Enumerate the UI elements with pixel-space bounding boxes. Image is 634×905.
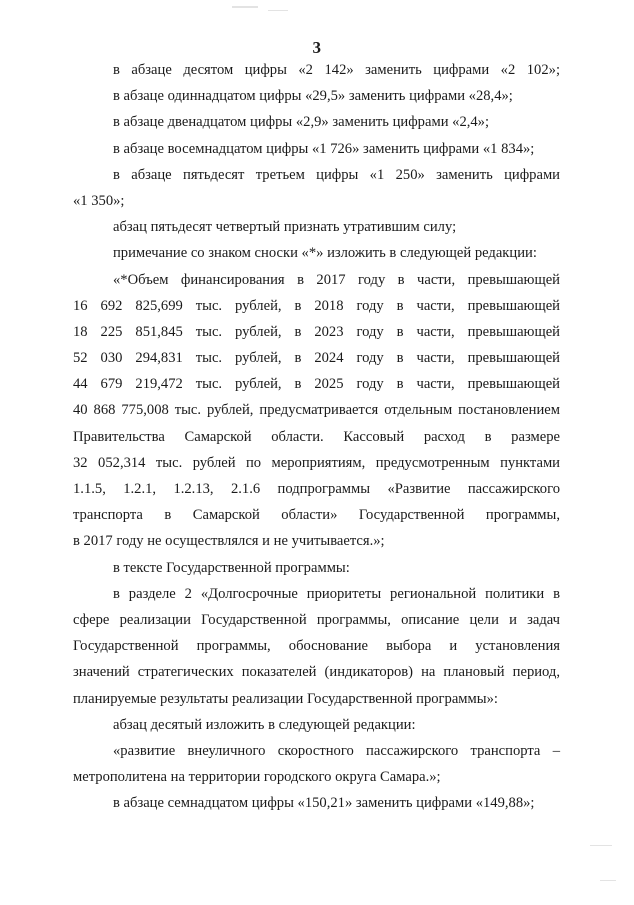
page-number: 3	[312, 38, 322, 57]
text-line: в абзаце одиннадцатом цифры «29,5» заменить цифрами «28,4»;	[113, 88, 513, 105]
text-line: примечание со знаком сноски «*» изложить в следующей редакции:	[113, 245, 537, 262]
text-line: в абзаце восемнадцатом цифры «1 726» заменить цифрами «1 834»;	[113, 140, 535, 157]
text-line: в 2017 году не осуществлялся и не учитывается.»;	[73, 533, 385, 550]
text-line: абзац пятьдесят четвертый признать утратившим силу;	[113, 219, 457, 236]
text-line: 1.1.5, 1.2.1, 1.2.13, 2.1.6 подпрограммы «Развитие пассажирского	[73, 481, 560, 497]
text-line: в абзаце десятом цифры «2 142» заменить цифрами «2 102»;	[113, 62, 560, 78]
text-line: 16 692 825,699 тыс. рублей, в 2018 году в части, превышающей	[73, 297, 560, 314]
text-line: Правительства Самарской области. Кассовый расход в размере	[73, 428, 560, 445]
scan-artifact	[590, 845, 612, 846]
text-line: Государственной программы, обоснование выбора и установления	[73, 638, 560, 655]
text-line: 52 030 294,831 тыс. рублей, в 2024 году в части, превышающей	[73, 350, 560, 367]
text-line: в абзаце семнадцатом цифры «150,21» заменить цифрами «149,88»;	[113, 795, 535, 812]
text-line: планируемые результаты реализации Государственной программы»:	[73, 690, 498, 707]
scan-artifact	[232, 6, 258, 8]
text-line: в абзаце пятьдесят третьем цифры «1 250» заменить цифрами	[113, 166, 560, 183]
text-line: 18 225 851,845 тыс. рублей, в 2023 году в части, превышающей	[73, 323, 560, 340]
text-line: «развитие внеуличного скоростного пассажирского транспорта –	[113, 742, 560, 759]
scan-artifact	[268, 10, 288, 11]
text-line: метрополитена на территории городского округа Самара.»;	[73, 769, 441, 786]
text-line: 40 868 775,008 тыс. рублей, предусматривается отдельным постановлением	[73, 402, 560, 419]
text-line: «1 350»;	[73, 192, 125, 209]
text-line: сфере реализации Государственной программы, описание цели и задач	[73, 611, 560, 628]
scan-artifact	[600, 880, 616, 881]
text-line: 32 052,314 тыс. рублей по мероприятиям, предусмотренным пунктами	[73, 454, 560, 471]
document-body	[73, 57, 560, 816]
text-line: 44 679 219,472 тыс. рублей, в 2025 году в части, превышающей	[73, 376, 560, 393]
text-line: абзац десятый изложить в следующей редакции:	[113, 716, 416, 733]
text-line: «*Объем финансирования в 2017 году в части, превышающей	[113, 271, 560, 288]
text-line: в разделе 2 «Долгосрочные приоритеты региональной политики в	[113, 585, 560, 602]
text-line: значений стратегических показателей (индикаторов) на плановый период,	[73, 664, 560, 681]
text-line: транспорта в Самарской области» Государственной программы,	[73, 507, 560, 524]
text-line: в тексте Государственной программы:	[113, 559, 350, 576]
text-line: в абзаце двенадцатом цифры «2,9» заменить цифрами «2,4»;	[113, 114, 490, 131]
